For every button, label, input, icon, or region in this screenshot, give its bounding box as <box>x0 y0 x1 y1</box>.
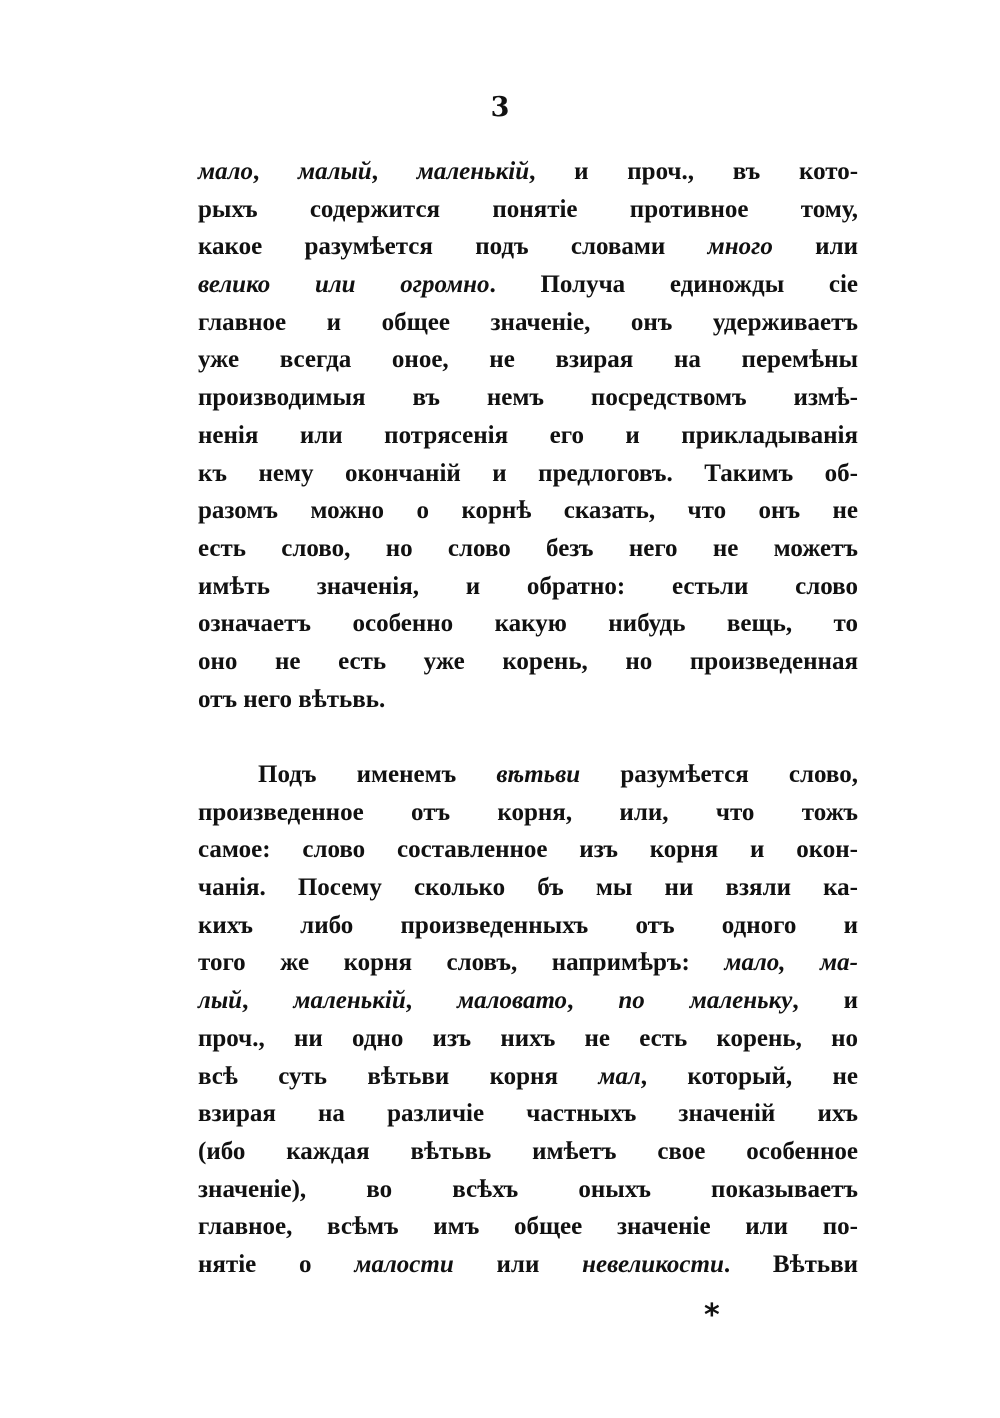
italic-text: или <box>314 271 356 299</box>
italic-text: мало, ма- <box>724 949 858 977</box>
text-line <box>198 643 858 681</box>
text-run: отъ него вѣтьвь. <box>198 685 386 713</box>
text-run: имѣть значенія, и обратно: естьли слово <box>198 572 858 600</box>
text-line <box>198 228 858 266</box>
text-run: нятіе о <box>198 1250 355 1278</box>
text-run: разомъ можно о корнѣ сказать, что онъ не <box>198 497 858 525</box>
text-line <box>198 1095 858 1133</box>
italic-text: невеликости <box>582 1250 724 1278</box>
text-line <box>198 756 858 794</box>
text-line <box>198 379 858 417</box>
text-run: произведенное отъ корня, или, что тожъ <box>198 798 858 826</box>
page-number: 3 <box>490 92 510 123</box>
text-line <box>198 605 858 643</box>
text-line <box>198 568 858 606</box>
text-line <box>198 1020 858 1058</box>
text-run: самое: слово составленное изъ корня и окон- <box>198 836 858 864</box>
italic-text: маловато <box>456 987 568 1015</box>
text-run: , <box>567 987 619 1015</box>
text-line <box>198 153 858 191</box>
text-run: , <box>252 158 298 185</box>
text-run: того же корня словъ, напримѣръ: <box>198 949 725 977</box>
text-run: (ибо каждая вѣтьвь имѣетъ свое особенное <box>198 1137 858 1165</box>
text-line <box>198 907 858 945</box>
text-run: , <box>371 158 417 185</box>
text-run: всѣ суть вѣтьви корня <box>198 1062 599 1090</box>
text-run: значеніе), во всѣхъ оныхъ показываетъ <box>198 1175 858 1203</box>
text-run <box>270 271 315 298</box>
text-run: главное, всѣмъ имъ общее значеніе или по- <box>198 1213 858 1241</box>
text-run: Подъ именемъ <box>258 761 497 788</box>
signature-mark: * <box>704 1298 720 1333</box>
text-run: , <box>242 987 294 1015</box>
text-run: кихъ либо произведенныхъ отъ одного и <box>198 911 858 939</box>
text-run: , и проч., въ кото- <box>529 158 859 185</box>
text-run: . Вѣтьви <box>723 1250 858 1278</box>
text-line <box>198 869 858 907</box>
italic-text: по маленьку <box>618 987 793 1015</box>
text-line <box>198 455 858 493</box>
italic-text: много <box>707 233 773 261</box>
text-run: производимыя въ немъ посредствомъ измѣ- <box>198 384 858 412</box>
italic-text: мал <box>598 1062 641 1090</box>
text-run: , <box>405 987 457 1015</box>
italic-text: лый <box>198 987 243 1015</box>
italic-text: маленькій <box>293 987 406 1015</box>
text-run: къ нему окончаній и предлоговъ. Такимъ об- <box>198 459 858 487</box>
text-run: ненія или потрясенія его и прикладыванія <box>198 421 858 449</box>
text-run: уже всегда оное, не взирая на перемѣны <box>198 346 858 374</box>
text-line <box>198 341 858 379</box>
italic-text: малый <box>297 158 372 185</box>
text-run: или <box>453 1250 583 1278</box>
text-line <box>198 417 858 455</box>
text-line <box>198 982 858 1020</box>
text-line <box>198 191 858 229</box>
text-run: разумѣется слово, <box>580 761 858 788</box>
italic-text: велико <box>198 271 271 299</box>
text-line <box>198 1171 858 1209</box>
text-line <box>198 1208 858 1246</box>
text-run: рыхъ содержится понятіе противное тому, <box>198 195 858 223</box>
text-run: есть слово, но слово безъ него не можетъ <box>198 534 858 562</box>
text-run: главное и общее значеніе, онъ удерживаетъ <box>198 308 858 336</box>
italic-text: мало <box>198 158 253 185</box>
italic-text: огромно <box>400 271 490 299</box>
text-line <box>198 304 858 342</box>
text-line <box>198 530 858 568</box>
text-line <box>198 492 858 530</box>
text-line <box>198 831 858 869</box>
text-line <box>198 681 858 719</box>
text-line <box>198 1246 858 1284</box>
text-run: , и <box>792 987 858 1015</box>
text-run: чанія. Посему сколько бъ мы ни взяли ка- <box>198 874 858 902</box>
text-line <box>198 794 858 832</box>
text-line <box>198 944 858 982</box>
italic-text: вѣтьви <box>496 761 581 788</box>
text-run: , который, не <box>640 1062 858 1090</box>
text-run: оно не есть уже корень, но произведенная <box>198 647 858 675</box>
italic-text: малости <box>354 1250 454 1278</box>
text-run <box>356 271 401 298</box>
paragraph-1 <box>198 153 858 718</box>
text-run: или <box>772 233 859 261</box>
text-run: какое разумѣется подъ словами <box>198 233 708 261</box>
italic-text: маленькій <box>416 158 530 185</box>
text-run: взирая на различіе частныхъ значеній ихъ <box>198 1100 858 1128</box>
text-line <box>198 1133 858 1171</box>
text-line <box>198 1058 858 1096</box>
text-run: . Получа единожды сіе <box>489 271 859 299</box>
paragraph-2 <box>198 756 858 1284</box>
text-line <box>198 266 858 304</box>
text-run: означаетъ особенно какую нибудь вещь, то <box>198 610 858 638</box>
text-run: проч., ни одно изъ нихъ не есть корень, но <box>198 1024 858 1052</box>
